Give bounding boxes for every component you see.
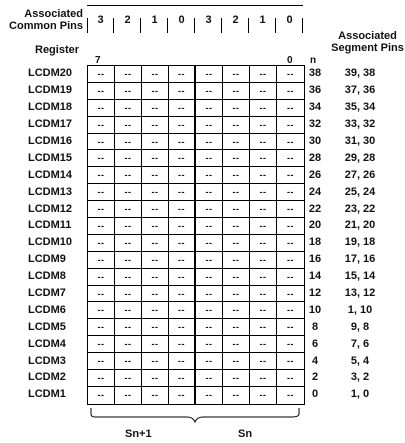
bit-cell: --	[223, 100, 250, 116]
bit-cell: --	[169, 319, 196, 335]
bit-cell: --	[115, 184, 142, 200]
n-value: 4	[311, 354, 319, 367]
segment-pins-value: 27, 26	[344, 168, 376, 181]
register-name: LCDM20	[28, 67, 73, 80]
bit-cell: --	[169, 370, 196, 386]
bit-cell: --	[115, 218, 142, 234]
bit-cell: --	[115, 252, 142, 268]
bit-cell: --	[223, 302, 250, 318]
bit-cell: --	[223, 319, 250, 335]
common-pins-header	[87, 5, 303, 33]
bit-cell: --	[250, 117, 277, 133]
bit-cell: --	[142, 319, 169, 335]
table-row	[88, 235, 304, 252]
bit-cell: --	[287, 237, 294, 248]
bit-cell: --	[88, 302, 115, 318]
bit-cell: --	[115, 83, 142, 99]
bit-cell: --	[88, 235, 115, 251]
bit-cell: --	[142, 83, 169, 99]
table-row	[88, 353, 304, 370]
bit-cell: --	[196, 83, 223, 99]
bit-cell: --	[115, 269, 142, 285]
bit-cell: --	[88, 252, 115, 268]
register-name: LCDM12	[28, 202, 73, 215]
bit-cell: --	[250, 286, 277, 302]
bit-cell: --	[88, 184, 115, 200]
bit-cell: --	[88, 83, 115, 99]
n-value: 14	[308, 270, 322, 283]
bit-cell: --	[196, 201, 223, 217]
bit-cell: --	[88, 117, 115, 133]
bit-cell: --	[115, 370, 142, 386]
common-pin-cell: 3	[87, 6, 114, 33]
bit-cell: --	[115, 302, 142, 318]
register-name: LCDM3	[28, 354, 66, 367]
bit-cell: --	[169, 387, 196, 404]
bit-cell: --	[88, 319, 115, 335]
register-name: LCDM4	[28, 337, 66, 350]
register-name: LCDM8	[28, 270, 66, 283]
segment-pins-value: 15, 14	[344, 270, 376, 283]
bit-cell: --	[88, 150, 115, 166]
group-label-sn-plus-1: Sn+1	[125, 428, 152, 440]
bit-cell: --	[287, 102, 294, 113]
bit-cell: --	[142, 370, 169, 386]
n-value: 28	[308, 151, 322, 164]
bit-cell: --	[88, 336, 115, 352]
n-value: 34	[308, 101, 322, 114]
associated-segment-pins-line1: Associated	[338, 30, 397, 42]
bit-cell: --	[169, 302, 196, 318]
segment-pins-value: 23, 22	[344, 202, 376, 215]
bit-cell: --	[88, 286, 115, 302]
table-row	[88, 167, 304, 184]
bit-cell: --	[88, 218, 115, 234]
group-label-sn: Sn	[238, 428, 253, 440]
bit-cell: --	[287, 153, 294, 164]
table-row	[88, 218, 304, 235]
bit-cell: --	[169, 134, 196, 150]
bit-cell: --	[169, 353, 196, 369]
table-row	[88, 269, 304, 286]
register-name: LCDM11	[28, 219, 72, 232]
bit-cell: --	[142, 184, 169, 200]
common-pin-cell: 1	[249, 6, 276, 33]
segment-pins-value: 3, 2	[350, 371, 370, 384]
bit-cell: --	[115, 387, 142, 404]
bit-cell: --	[250, 150, 277, 166]
bit-cell: --	[250, 370, 277, 386]
segment-pins-value: 19, 18	[344, 236, 376, 249]
bit-cell: --	[287, 85, 294, 96]
common-pin-cell: 2	[114, 6, 141, 33]
bit-cell: --	[223, 286, 250, 302]
table-row	[88, 387, 304, 404]
bit-cell: --	[250, 218, 277, 234]
n-value: 12	[308, 287, 322, 300]
segment-pins-list	[330, 65, 390, 403]
bit-cell: --	[223, 134, 250, 150]
table-row	[88, 201, 304, 218]
segment-pins-value: 5, 4	[350, 354, 370, 367]
bit-cell: --	[88, 100, 115, 116]
register-name: LCDM13	[28, 185, 73, 198]
bit-cell: --	[142, 235, 169, 251]
table-row	[88, 117, 304, 134]
register-name: LCDM1	[28, 388, 66, 401]
n-value: 0	[311, 388, 319, 401]
bit-cell: --	[223, 235, 250, 251]
n-value: 24	[308, 185, 322, 198]
register-name: LCDM9	[28, 253, 66, 266]
bit-cell: --	[287, 339, 294, 350]
bit-cell: --	[142, 302, 169, 318]
bit-cell: --	[142, 150, 169, 166]
register-name: LCDM6	[28, 303, 66, 316]
segment-pins-value: 21, 20	[344, 219, 376, 232]
brace-sn	[203, 408, 299, 417]
bit-cell: --	[88, 134, 115, 150]
bit-cell: --	[196, 167, 223, 183]
n-value-list	[305, 65, 325, 403]
bit-cell: --	[142, 252, 169, 268]
bit-cell: --	[196, 387, 223, 404]
bit-cell: --	[88, 353, 115, 369]
bit-cell: --	[196, 117, 223, 133]
table-row	[88, 150, 304, 167]
n-value: 6	[311, 337, 319, 350]
table-row	[88, 134, 304, 151]
segment-pins-value: 39, 38	[344, 67, 376, 80]
bit-cell: --	[196, 319, 223, 335]
bit-cell: --	[142, 66, 169, 82]
bit-cell: --	[196, 370, 223, 386]
segment-pins-value: 31, 30	[344, 135, 376, 147]
bit-cell: --	[88, 269, 115, 285]
bit-cell: --	[223, 117, 250, 133]
bit-cell: --	[223, 150, 250, 166]
segment-pins-value: 35, 34	[344, 101, 376, 114]
register-name: LCDM7	[28, 287, 66, 300]
bit-cell: --	[196, 66, 223, 82]
bit-cell: --	[287, 119, 294, 130]
associated-common-pins-label	[3, 8, 83, 32]
bit-cell: --	[287, 136, 294, 147]
bit-cell: --	[196, 100, 223, 116]
bit-cell: --	[142, 201, 169, 217]
bit-cell: --	[287, 271, 294, 282]
bit-cell: --	[196, 252, 223, 268]
common-pin-cell: 2	[222, 6, 249, 33]
segment-pins-value: 13, 12	[344, 287, 376, 300]
bit-cell: --	[142, 134, 169, 150]
table-row	[88, 302, 304, 319]
bit-cell: --	[223, 184, 250, 200]
table-row	[88, 319, 304, 336]
register-name: LCDM14	[28, 168, 73, 181]
bit-cell: --	[142, 100, 169, 116]
bit-cell: --	[169, 66, 196, 82]
segment-pins-value: 9, 8	[350, 320, 370, 333]
bit-cell: --	[250, 319, 277, 335]
bit-cell: --	[115, 100, 142, 116]
bit-cell: --	[142, 117, 169, 133]
bit-cell: --	[250, 336, 277, 352]
bit-cell: --	[115, 353, 142, 369]
bit-cell: --	[169, 150, 196, 166]
bit-cell: --	[250, 184, 277, 200]
n-value: 10	[308, 303, 322, 316]
bit-cell: --	[169, 252, 196, 268]
register-name: LCDM18	[28, 101, 73, 114]
bit-cell: --	[196, 184, 223, 200]
bit-cell: --	[169, 184, 196, 200]
register-name: LCDM15	[28, 151, 73, 164]
table-row	[88, 66, 304, 83]
bit-cell: --	[287, 390, 294, 401]
bit-cell: --	[250, 100, 277, 116]
bit-cell: --	[169, 83, 196, 99]
bit-cell: --	[88, 201, 115, 217]
bit-cell: --	[287, 68, 294, 79]
bit-cell: --	[223, 269, 250, 285]
bit-cell: --	[196, 235, 223, 251]
bit-cell: --	[169, 218, 196, 234]
bit-cell: --	[287, 170, 294, 181]
bit-cell: --	[250, 134, 277, 150]
common-pin-cell: 0	[168, 6, 195, 33]
n-value: 38	[308, 67, 322, 80]
register-name: LCDM17	[28, 118, 73, 131]
register-list	[28, 65, 84, 403]
bit-cell: --	[250, 83, 277, 99]
bit-cell: --	[287, 288, 294, 299]
bit-cell: --	[115, 286, 142, 302]
bit-cell: --	[88, 167, 115, 183]
bit-cell: --	[88, 387, 115, 404]
register-name: LCDM10	[28, 236, 73, 249]
bit-cell: --	[223, 252, 250, 268]
table-row	[88, 100, 304, 117]
bit-cell: --	[287, 322, 294, 333]
bit-cell: --	[88, 370, 115, 386]
bit-cell: --	[287, 356, 294, 367]
n-value: 18	[308, 236, 322, 249]
common-pin-cell: 3	[195, 6, 222, 33]
bit-cell: --	[287, 220, 294, 231]
bit-cell: --	[169, 336, 196, 352]
n-value: 8	[311, 320, 319, 333]
bit-cell: --	[142, 387, 169, 404]
bit-cell: --	[196, 353, 223, 369]
segment-pins-value: 7, 6	[350, 337, 370, 350]
table-row	[88, 336, 304, 353]
bit-cell: --	[196, 302, 223, 318]
bit-cell: --	[142, 353, 169, 369]
bit-cell: --	[287, 187, 294, 198]
bit-cell: --	[142, 286, 169, 302]
bit-low-label: 0	[287, 55, 293, 66]
n-value: 20	[308, 219, 322, 232]
register-name: LCDM16	[28, 135, 73, 147]
register-column-header: Register	[35, 44, 80, 56]
n-value: 36	[308, 84, 322, 97]
segment-pins-value: 37, 36	[344, 84, 376, 97]
register-bit-grid	[87, 65, 305, 405]
associated-common-pins-line2: Common Pins	[9, 20, 83, 32]
segment-pins-value: 25, 24	[344, 185, 376, 198]
bit-cell: --	[250, 235, 277, 251]
bit-cell: --	[115, 235, 142, 251]
bit-cell: --	[115, 66, 142, 82]
bit-cell: --	[196, 218, 223, 234]
n-value: 2	[311, 371, 319, 384]
bit-cell: --	[115, 150, 142, 166]
common-pin-cell: 1	[141, 6, 168, 33]
bit-cell: --	[223, 336, 250, 352]
table-row	[88, 252, 304, 269]
bit-cell: --	[223, 201, 250, 217]
bit-cell: --	[142, 336, 169, 352]
register-name: LCDM5	[28, 320, 66, 333]
bit-cell: --	[250, 201, 277, 217]
associated-common-pins-line1: Associated	[24, 8, 83, 20]
bit-cell: --	[115, 336, 142, 352]
bit-cell: --	[196, 150, 223, 166]
register-name: LCDM19	[28, 84, 73, 97]
bit-cell: --	[115, 117, 142, 133]
bit-cell: --	[250, 302, 277, 318]
bit-cell: --	[196, 286, 223, 302]
associated-segment-pins-line2: Segment Pins	[331, 42, 404, 54]
group-braces	[87, 406, 303, 428]
segment-pins-value: 17, 16	[344, 253, 376, 266]
segment-pins-value: 33, 32	[344, 118, 376, 131]
table-row	[88, 184, 304, 201]
bit-cell: --	[287, 254, 294, 265]
bit-cell: --	[287, 204, 294, 215]
bit-cell: --	[196, 134, 223, 150]
bit-cell: --	[169, 100, 196, 116]
bit-cell: --	[115, 167, 142, 183]
segment-pins-value: 29, 28	[344, 151, 376, 164]
bit-cell: --	[88, 66, 115, 82]
bit-cell: --	[169, 286, 196, 302]
bit-cell: --	[223, 66, 250, 82]
bit-cell: --	[142, 218, 169, 234]
bit-cell: --	[250, 66, 277, 82]
bit-cell: --	[250, 353, 277, 369]
bit-cell: --	[115, 319, 142, 335]
bit-cell: --	[169, 117, 196, 133]
bit-cell: --	[223, 218, 250, 234]
bit-cell: --	[142, 167, 169, 183]
bit-cell: --	[250, 387, 277, 404]
brace-sn-plus-1	[91, 408, 203, 422]
segment-pins-value: 1, 10	[347, 303, 373, 316]
n-value: 26	[308, 168, 322, 181]
bit-cell: --	[115, 201, 142, 217]
common-pin-cell: 0	[276, 6, 303, 33]
table-row	[88, 83, 304, 100]
bit-cell: --	[169, 269, 196, 285]
bit-cell: --	[223, 83, 250, 99]
n-value: 30	[308, 135, 322, 147]
bit-cell: --	[223, 370, 250, 386]
bit-cell: --	[169, 167, 196, 183]
n-value: 22	[308, 202, 322, 215]
bit-cell: --	[169, 201, 196, 217]
bit-cell: --	[287, 372, 294, 383]
bit-cell: --	[223, 167, 250, 183]
n-value: 32	[308, 118, 322, 131]
bit-cell: --	[196, 269, 223, 285]
associated-segment-pins-label	[330, 30, 405, 54]
bit-cell: --	[250, 269, 277, 285]
bit-cell: --	[223, 387, 250, 404]
bit-high-label: 7	[95, 55, 101, 66]
table-row	[88, 370, 304, 387]
bit-cell: --	[250, 167, 277, 183]
bit-cell: --	[250, 252, 277, 268]
segment-pins-value: 1, 0	[350, 388, 370, 401]
bit-cell: --	[169, 235, 196, 251]
bit-cell: --	[287, 305, 294, 316]
bit-cell: --	[142, 269, 169, 285]
n-column-header: n	[310, 55, 317, 66]
bit-cell: --	[196, 336, 223, 352]
n-value: 16	[308, 253, 322, 266]
table-row	[88, 286, 304, 303]
bit-cell: --	[223, 353, 250, 369]
bit-cell: --	[115, 134, 142, 150]
register-name: LCDM2	[28, 371, 66, 384]
